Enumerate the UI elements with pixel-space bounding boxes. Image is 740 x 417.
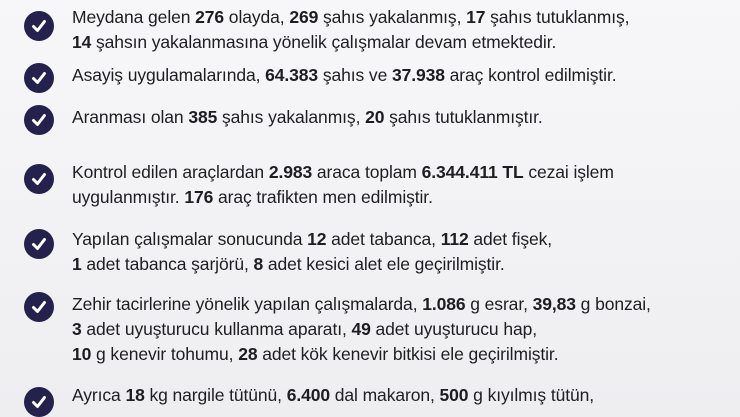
text-line — [72, 227, 732, 252]
check-circle-icon — [24, 164, 54, 194]
check-circle-icon — [24, 229, 54, 259]
bold-figure: 17 — [466, 7, 486, 27]
text-line — [72, 185, 732, 210]
text-segment: g esrar, — [465, 294, 533, 314]
bold-figure: 37.938 — [391, 65, 445, 85]
text-segment: şahsın yakalanmasına yönelik çalışmalar devam etmektedir. — [91, 32, 557, 52]
text-segment: Kontrol edilen araçlardan — [72, 162, 269, 182]
text-segment: şahıs yakalanmış, — [318, 7, 467, 27]
item-text — [72, 5, 732, 55]
bold-figure: 10 — [72, 344, 92, 364]
bold-figure: 1 — [72, 254, 82, 274]
text-segment: adet uyuşturucu kullanma aparatı, — [81, 319, 352, 339]
text-line — [72, 342, 732, 367]
text-line — [72, 160, 732, 185]
text-segment: adet kök kenevir bitkisi ele geçirilmiştir. — [257, 344, 559, 364]
text-segment: adet fişek, — [468, 229, 553, 249]
bold-figure: 276 — [195, 7, 225, 27]
bold-figure: 39,83 — [532, 294, 576, 314]
text-segment: kg nargile tütünü, — [144, 385, 287, 405]
text-segment: şahıs tutuklanmış, — [485, 7, 630, 27]
text-line — [72, 292, 732, 317]
bold-figure: 3 — [72, 319, 82, 339]
text-segment: Ayrıca — [72, 385, 126, 405]
bold-figure: 14 — [72, 32, 92, 52]
text-line — [72, 252, 732, 277]
text-segment: şahıs yakalanmış, — [217, 107, 366, 127]
bold-figure: 8 — [253, 254, 264, 274]
text-segment: Yapılan çalışmalar sonucunda — [72, 229, 308, 249]
text-segment: Meydana gelen — [72, 7, 196, 27]
bold-figure: 20 — [365, 107, 385, 127]
check-circle-icon — [24, 11, 54, 41]
text-segment: g bonzai, — [575, 294, 651, 314]
bold-figure: 269 — [289, 7, 319, 27]
text-segment: adet uyuşturucu hap, — [370, 319, 537, 339]
text-line — [72, 383, 732, 408]
text-segment: dal makaron, — [330, 385, 440, 405]
bold-figure: 500 — [439, 385, 469, 405]
text-segment: araç kontrol edilmiştir. — [444, 65, 617, 85]
bold-figure: 64.383 — [265, 65, 319, 85]
text-segment: adet tabanca, — [326, 229, 441, 249]
text-segment: g kıyılmış tütün, — [468, 385, 595, 405]
bold-figure: 112 — [440, 229, 469, 249]
bold-figure: 385 — [188, 107, 218, 127]
text-segment: araca toplam — [312, 162, 422, 182]
bold-figure: 2.983 — [268, 162, 313, 182]
item-text — [72, 160, 732, 210]
text-segment: adet tabanca şarjörü, — [81, 254, 254, 274]
check-circle-icon — [24, 63, 54, 93]
text-segment: uygulanmıştır. — [72, 187, 185, 207]
item-text — [72, 63, 732, 88]
text-segment: şahıs tutuklanmıştır. — [384, 107, 543, 127]
text-line — [72, 30, 732, 55]
check-circle-icon — [24, 105, 54, 135]
text-segment: olayda, — [224, 7, 290, 27]
text-segment: adet kesici alet ele geçirilmiştir. — [263, 254, 505, 274]
item-text — [72, 105, 732, 130]
text-segment: g kenevir tohumu, — [91, 344, 239, 364]
bold-figure: 6.400 — [286, 385, 330, 405]
check-circle-icon — [24, 387, 54, 417]
bold-figure: 49 — [351, 319, 371, 339]
bold-figure: 18 — [125, 385, 145, 405]
bold-figure: 28 — [238, 344, 258, 364]
check-circle-icon — [24, 292, 54, 322]
bold-figure: 12 — [307, 229, 327, 249]
bold-figure: 176 — [184, 187, 214, 207]
text-line — [72, 317, 732, 342]
text-segment: Aranması olan — [72, 107, 189, 127]
bold-figure: 1.086 — [422, 294, 466, 314]
bold-figure: 6.344.411 TL — [421, 162, 524, 182]
text-segment: Asayiş uygulamalarında, — [72, 65, 266, 85]
item-text — [72, 292, 732, 367]
text-line — [72, 63, 732, 88]
text-segment: şahıs ve — [318, 65, 392, 85]
text-segment: araç trafikten men edilmiştir. — [213, 187, 433, 207]
item-text — [72, 383, 732, 408]
text-segment: Zehir tacirlerine yönelik yapılan çalışmalarda, — [72, 294, 423, 314]
text-line — [72, 105, 732, 130]
text-segment: cezai işlem — [523, 162, 614, 182]
item-text — [72, 227, 732, 277]
text-line — [72, 5, 732, 30]
